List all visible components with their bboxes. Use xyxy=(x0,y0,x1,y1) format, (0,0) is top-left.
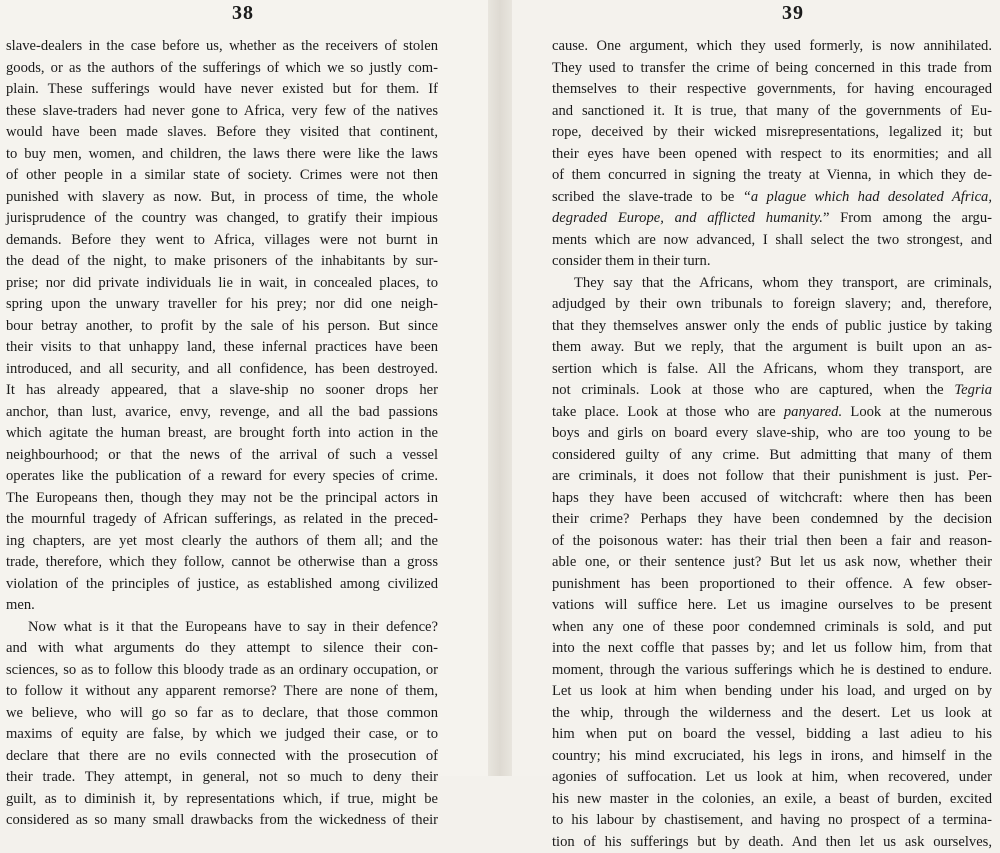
text-line: maxims of equity are false, by which we judged their case, or to xyxy=(6,724,438,746)
text-line: violation of the principles of justice, as established among civilized xyxy=(6,574,438,596)
text-line: their visits to that unhappy land, these infernal practices have been xyxy=(6,337,438,359)
text-line xyxy=(552,187,992,209)
text-line: vations will suffice here. Let us imagine ourselves to be present xyxy=(552,595,992,617)
text-line: are criminals, it does not follow that their punishment is just. Per- xyxy=(552,466,992,488)
text-line: operates like the publication of a reward for every species of crime. xyxy=(6,466,438,488)
italic-text: degraded Europe, and afflicted humanity. xyxy=(552,210,823,226)
text-line: would have been made slaves. Before they visited that continent, xyxy=(6,122,438,144)
text-line: country; his mind excruciated, his legs in irons, and himself in the xyxy=(552,746,992,768)
text-line: spring upon the unwary traveller for his prey; nor did one neigh- xyxy=(6,294,438,316)
text-line: able one, or their sentence just? But let us ask now, whether their xyxy=(552,552,992,574)
text-line xyxy=(552,208,992,230)
left-page-number: 38 xyxy=(232,2,254,25)
text-line: boys and girls on board every slave-ship, who are too young to be xyxy=(552,423,992,445)
text-line: to his labour by chastisement, and having no prospect of a termina- xyxy=(552,810,992,832)
text-line: of other people in a similar state of society. Crimes were not then xyxy=(6,165,438,187)
text-line: Now what is it that the Europeans have to say in their defence? xyxy=(6,617,438,639)
text-line: haps they have been accused of witchcraft: where then has been xyxy=(552,488,992,510)
text-line: Let us look at him when bending under his load, and urged on by xyxy=(552,681,992,703)
text-line: bour betray another, to profit by the sale of his person. But since xyxy=(6,316,438,338)
text-line: and with what arguments do they attempt to silence their con- xyxy=(6,638,438,660)
text-line: into the next coffle that passes by; and let us follow him, from that xyxy=(552,638,992,660)
text-segment: take place. Look at those who are xyxy=(552,404,784,420)
text-line: of them concurred in signing the treaty at Vienna, in which they de- xyxy=(552,165,992,187)
right-page-text xyxy=(552,36,992,853)
text-line: They used to transfer the crime of being concerned in this trade from xyxy=(552,58,992,80)
text-line: sciences, so as to follow this bloody trade as an ordinary occupation, or xyxy=(6,660,438,682)
text-line: sertion which is false. All the Africans, whom they transport, are xyxy=(552,359,992,381)
text-line: we believe, who will go so far as to declare, that those common xyxy=(6,703,438,725)
text-line: these slave-traders had never gone to Africa, very few of the natives xyxy=(6,101,438,123)
italic-text: “a plague which had desolated Africa, xyxy=(743,189,992,205)
text-line: plain. These sufferings would have never existed but for them. If xyxy=(6,79,438,101)
text-line: prise; nor did private individuals lie in wait, in concealed places, to xyxy=(6,273,438,295)
text-line: the dead of the night, to make prisoners of the inhabitants by sur- xyxy=(6,251,438,273)
text-line: and sanctioned it. It is true, that many of the governments of Eu- xyxy=(552,101,992,123)
text-line: their eyes have been opened with respect to its enormities; and all xyxy=(552,144,992,166)
text-line: neighbourhood; or that the news of the arrival of such a vessel xyxy=(6,445,438,467)
text-line: moment, through the various sufferings which he is destined to endure. xyxy=(552,660,992,682)
text-line: adjudged by their own tribunals to foreign slavery; and, therefore, xyxy=(552,294,992,316)
text-line: cause. One argument, which they used formerly, is now annihilated. xyxy=(552,36,992,58)
text-line: the mournful tragedy of African sufferings, as related in the preced- xyxy=(6,509,438,531)
text-line: of the poisonous water: has their trial then been a fair and reason- xyxy=(552,531,992,553)
text-line: considered guilty of any crime. But admitting that many of them xyxy=(552,445,992,467)
text-line: trade, therefore, which they follow, cannot be otherwise than a gross xyxy=(6,552,438,574)
left-page-text xyxy=(6,36,438,832)
text-line: introduced, and all security, and all confidence, has been destroyed. xyxy=(6,359,438,381)
text-line: They say that the Africans, whom they transport, are criminals, xyxy=(552,273,992,295)
text-segment: ” From among the argu- xyxy=(823,210,992,226)
text-line xyxy=(552,380,992,402)
book-gutter xyxy=(488,0,512,776)
text-line: when any one of these poor condemned criminals is sold, and put xyxy=(552,617,992,639)
right-page xyxy=(512,0,1000,776)
text-line: them away. But we reply, that the argument is built upon an as- xyxy=(552,337,992,359)
text-line: which agitate the human breast, are brought forth into action in the xyxy=(6,423,438,445)
text-line: ments which are now advanced, I shall select the two strongest, and xyxy=(552,230,992,252)
text-line: him when put on board the vessel, bidding a last adieu to his xyxy=(552,724,992,746)
text-line: The Europeans then, though they may not be the principal actors in xyxy=(6,488,438,510)
text-segment: scribed the slave-trade to be xyxy=(552,189,743,205)
text-segment: Look at the numerous xyxy=(842,404,992,420)
text-line: consider them in their turn. xyxy=(552,251,992,273)
text-line: goods, or as the authors of the sufferings of which we so justly com- xyxy=(6,58,438,80)
text-line: rope, deceived by their wicked misrepresentations, legalized it; but xyxy=(552,122,992,144)
right-page-number: 39 xyxy=(782,2,804,25)
text-line: considered as so many small drawbacks from the wickedness of their xyxy=(6,810,438,832)
text-line: punished with slavery as now. But, in process of time, the whole xyxy=(6,187,438,209)
text-line: that they themselves answer only the ends of public justice by taking xyxy=(552,316,992,338)
text-line: his new master in the colonies, an exile, a beast of burden, excited xyxy=(552,789,992,811)
text-line: demands. Before they went to Africa, villages were not burnt in xyxy=(6,230,438,252)
text-line: It has already appeared, that a slave-ship no sooner drops her xyxy=(6,380,438,402)
text-segment: not criminals. Look at those who are captured, when the xyxy=(552,382,954,398)
text-line: the whip, through the wilderness and the desert. Let us look at xyxy=(552,703,992,725)
text-line: their trade. They attempt, in general, not so much to deny their xyxy=(6,767,438,789)
text-line: men. xyxy=(6,595,438,617)
left-page xyxy=(0,0,488,776)
text-line: slave-dealers in the case before us, whether as the receivers of stolen xyxy=(6,36,438,58)
text-line: their crime? Perhaps they have been condemned by the decision xyxy=(552,509,992,531)
text-line: agonies of suffocation. Let us look at him, when recovered, under xyxy=(552,767,992,789)
text-line: declare that there are no evils connected with the prosecution of xyxy=(6,746,438,768)
italic-text: panyared. xyxy=(784,404,842,420)
text-line: themselves to their respective governments, for having encouraged xyxy=(552,79,992,101)
text-line: jurisprudence of the country was changed, to gratify their impious xyxy=(6,208,438,230)
text-line: punishment has been proportioned to their offence. A few obser- xyxy=(552,574,992,596)
text-line: ing chapters, are yet most clearly the authors of them all; and the xyxy=(6,531,438,553)
italic-text: Tegria xyxy=(954,382,992,398)
text-line: tion of his sufferings but by death. And then let us ask ourselves, xyxy=(552,832,992,853)
text-line: to buy men, women, and children, the laws there were like the laws xyxy=(6,144,438,166)
text-line: anchor, than lust, avarice, envy, revenge, and all the bad passions xyxy=(6,402,438,424)
text-line xyxy=(552,402,992,424)
text-line: guilt, as to diminish it, by representations which, if true, might be xyxy=(6,789,438,811)
text-line: to follow it without any apparent remorse? There are none of them, xyxy=(6,681,438,703)
